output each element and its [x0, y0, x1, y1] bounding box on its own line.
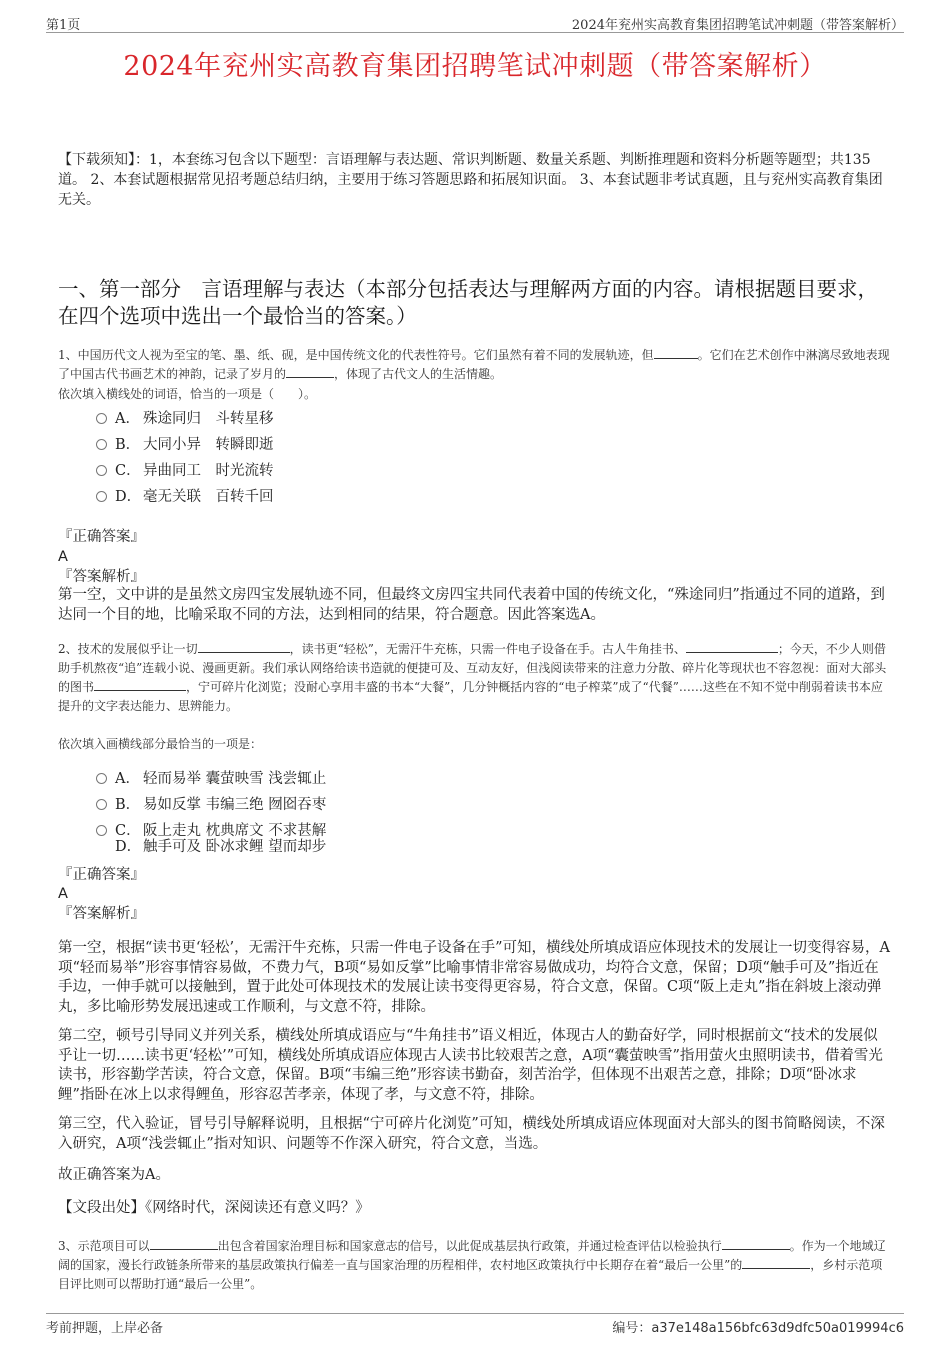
page-title: 2024年兖州实高教育集团招聘笔试冲刺题（带答案解析）	[123, 51, 827, 82]
footer-slogan: 考前押题，上岸必备	[46, 1321, 164, 1336]
q2-analysis-para-2: 第二空，顿号引导同义并列关系，横线处所填成语应与“牛角挂书”语义相近，体现古人的勤奋好学，同时根据前文“技术的发展似乎让一切……读书更‘轻松’”可知，横线处所填成语应体现古人读书比较艰苦之意，A项“囊萤映雪”指用萤火虫照明读书，借着雪光读书，形容勤学苦读，符合文意，保留。B项“韦编三绝”形容读书勤奋，刻苦治学，但体现不出艰苦之意，排除；D项“卧冰求鲤”指卧在冰上以求得鲤鱼，形容忍苦孝亲，体现了孝，与文意不符，排除。	[58, 1028, 883, 1103]
page-number: 第1页	[46, 18, 81, 33]
q1-option-c[interactable]: C． 异曲同工 时光流转	[96, 460, 274, 482]
q1-option-a[interactable]: A． 殊途同归 斗转星移	[96, 408, 274, 430]
q2-source: 【文段出处】《网络时代，深阅读还有意义吗？》	[58, 1200, 370, 1216]
download-notice: 【下载须知】：1，本套练习包含以下题型：言语理解与表达题、常识判断题、数量关系题、判断推理题和资料分析题等题型；共135道。 2、本套试题根据常见招考题总结归纳，主要用于练习答题思路和拓展知识面。 3、本套试题非考试真题，且与兖州实高教育集团无关。	[58, 152, 883, 208]
footer-code: 编号：a37e148a156bfc63d9dfc50a019994c6	[612, 1321, 904, 1336]
q1-answer: A	[58, 549, 68, 565]
q2-answer-label: 『正确答案』	[58, 867, 145, 883]
q2-option-b[interactable]: B． 易如反掌 韦编三绝 囫囵吞枣	[96, 794, 326, 816]
blank	[742, 1256, 810, 1269]
radio-icon[interactable]	[96, 799, 107, 810]
page-footer	[46, 1313, 904, 1334]
blank	[94, 678, 186, 691]
blank	[198, 640, 290, 653]
q2-option-c[interactable]: C． 阪上走丸 枕典席文 不求甚解	[96, 820, 326, 842]
q2-analysis-para-3: 第三空，代入验证，冒号引导解释说明，且根据“宁可碎片化浏览”可知，横线处所填成语应体现面对大部头的图书简略阅读，不深入研究，A项“浅尝辄止”指对知识、问题等不作深入研究，符合文意，当选。	[58, 1116, 885, 1152]
question-2-prompt: 依次填入画横线部分最恰当的一项是：	[58, 737, 263, 751]
q2-analysis-conclusion: 故正确答案为A。	[58, 1167, 170, 1183]
header-doc-title: 2024年兖州实高教育集团招聘笔试冲刺题（带答案解析）	[571, 18, 904, 33]
blank	[722, 1237, 790, 1250]
radio-icon[interactable]	[96, 439, 107, 450]
question-2-text: 2、技术的发展似乎让一切 ，读书更“轻松”，无需汗牛充栋，只需一件电子设备在手。古人牛角挂书、 ；今天，不少人则借助手机熬夜“追”连载小说、漫画更新。我们承认网络给读书造就的便捷可及、互动友好，但浅阅读带来的注意力分散、碎片化等现状也不容忽视：面对大部头的图书 ，宁可碎片化浏览；没耐心享用丰盛的书本“大餐”，几分钟概括内容的“电子榨菜”成了“代餐”……这些在不知不觉中削弱着读书本应提升的文字表达能力、思辨能力。	[58, 642, 887, 713]
blank	[150, 1237, 218, 1250]
question-1-text: 1、中国历代文人视为至宝的笔、墨、纸、砚，是中国传统文化的代表性符号。它们虽然有着不同的发展轨迹，但 。它们在艺术创作中淋漓尽致地表现了中国古代书画艺术的神韵，记录了岁月的 ，体现了古代文人的生活情趣。	[58, 348, 890, 381]
q2-option-d[interactable]: D． 触手可及 卧冰求鲤 望而却步	[115, 839, 327, 855]
radio-icon[interactable]	[96, 413, 107, 424]
q1-analysis: 第一空，文中讲的是虽然文房四宝发展轨迹不同，但最终文房四宝共同代表着中国的传统文化，“殊途同归”指通过不同的道路，到达同一个目的地，比喻采取不同的方法，达到相同的结果，符合题意。因此答案选A。	[58, 587, 885, 623]
blank	[286, 365, 334, 378]
radio-icon[interactable]	[96, 773, 107, 784]
q1-option-b[interactable]: B． 大同小异 转瞬即逝	[96, 434, 274, 456]
q2-answer: A	[58, 886, 68, 902]
radio-icon[interactable]	[96, 465, 107, 476]
radio-icon[interactable]	[96, 491, 107, 502]
radio-icon[interactable]	[96, 825, 107, 836]
page-header	[46, 12, 904, 33]
question-1-prompt: 依次填入横线处的词语，恰当的一项是（ ）。	[58, 387, 317, 401]
q2-option-a[interactable]: A． 轻而易举 囊萤映雪 浅尝辄止	[96, 768, 326, 790]
section-title: 一、第一部分 言语理解与表达（本部分包括表达与理解两方面的内容。请根据题目要求，在四个选项中选出一个最恰当的答案。）	[58, 277, 878, 328]
q2-analysis-para-1: 第一空，根据“读书更‘轻松’，无需汗牛充栋，只需一件电子设备在手”可知，横线处所填成语应体现技术的发展让一切变得容易，A项“轻而易举”形容事情容易做，不费力气，B项“易如反掌”比喻事情非常容易做成功，均符合文意，保留；D项“触手可及”指近在手边，一伸手就可以接触到，置于此处可体现技术的发展让读书变得更容易，符合文意，保留。C项“阪上走丸”指在斜坡上滚动弹丸，多比喻形势发展迅速或工作顺利，与文意不符，排除。	[58, 940, 891, 1015]
q1-answer-label: 『正确答案』	[58, 529, 145, 545]
q1-option-d[interactable]: D． 毫无关联 百转千回	[96, 486, 274, 508]
blank	[654, 346, 698, 359]
q2-analysis-label: 『答案解析』	[58, 906, 145, 922]
blank	[686, 640, 778, 653]
question-3-text: 3、示范项目可以 出包含着国家治理目标和国家意志的信号，以此促成基层执行政策，并通过检查评估以检验执行 。作为一个地域辽阔的国家，漫长行政链条所带来的基层政策执行偏差一直与国家治理的历程相伴，农村地区政策执行中长期存在着“最后一公里”的 ，乡村示范项目评比则可以帮助打通“最后一公里”。	[58, 1239, 886, 1291]
q1-analysis-label: 『答案解析』	[58, 569, 145, 585]
